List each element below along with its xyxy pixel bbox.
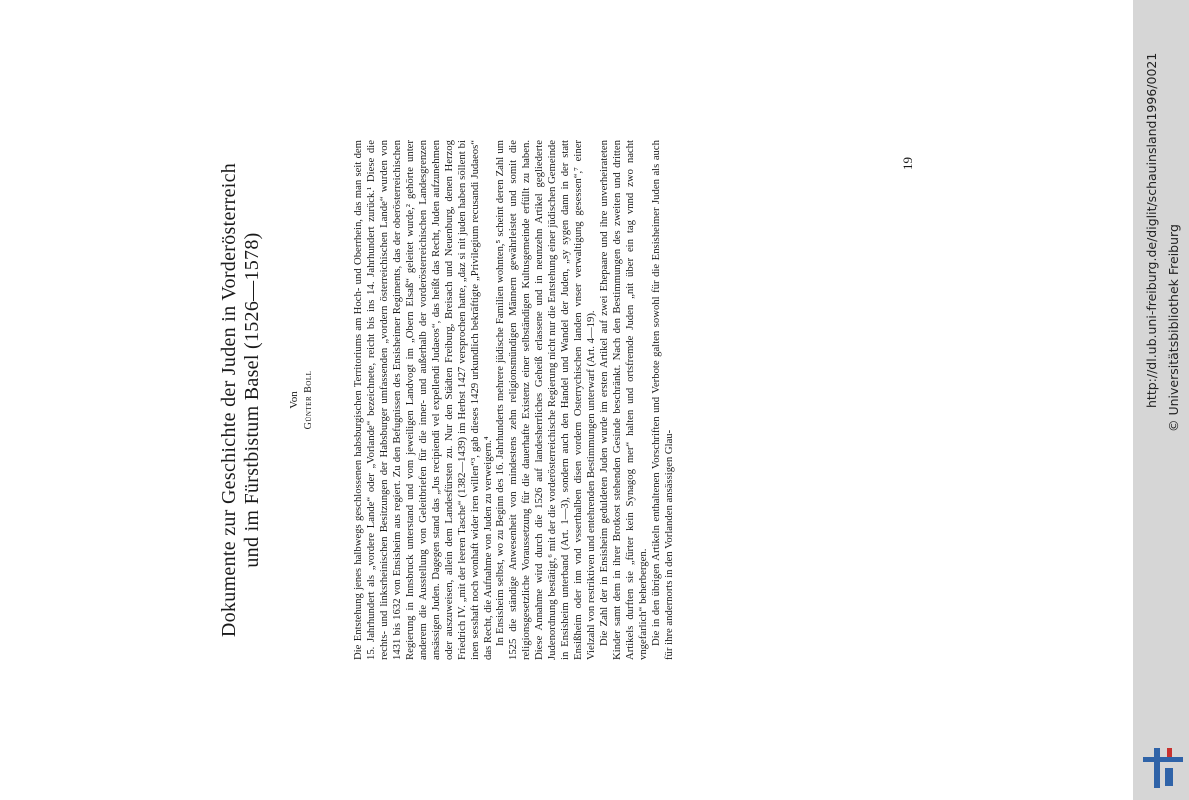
paragraph: Die in den übrigen Artikeln enthaltenen Vorschriften und Verbote galten sowohl für die Ensisheimer Juden als auch für ihre andernorts in den Vorlanden ansässigen Glau- xyxy=(649,140,675,660)
logo-red-bar xyxy=(1167,748,1172,757)
byline-von: Von xyxy=(288,391,300,409)
page-number: 19 xyxy=(900,157,915,170)
logo-blue-small-bar xyxy=(1165,768,1173,786)
author-name: Günter Boll xyxy=(303,370,314,430)
paragraph: Die Entstehung jenes halbwegs geschlossenen habsburgischen Territoriums am Hoch- und Oberrhein, das man seit dem 15. Jahrhundert als „vordere Lande“ oder „Vorlande“ bezeichnete, reicht bis ins 14. Jahrhundert zurück.¹ Diese die rechts- und linksrheinischen Besitzungen der Habsburger umfassenden „vordern österreichischen Lande“ wurden von 1431 bis 1632 von Ensisheim aus regiert. Zu den Befugnissen des Ensisheimer Regiments, das der oberösterreichischen Regierung in Innsbruck unterstand und vom jeweiligen Landvogt im „Obern Elsaß“ geleitet wurde,² gehörte unter anderem die Ausstellung von Geleitbriefen für die inner- und außerhalb der vorderösterreichischen Landesgrenzen ansässigen Juden. Dagegen stand das „Jus recipiendi vel expellendi Judaeos“, das heißt das Recht, Juden aufzunehmen oder auszuweisen, allein dem Landesfürsten zu. Nur den Städten Freiburg, Breisach und Neuenburg, denen Herzog Friedrich IV. „mit der leeren Tasche“ (1382—1439) im Herbst 1427 versprochen hatte, „daz si nit juden haben söllent bi inen sesshaft noch wonhaft wider iren willen“³, gab dieses 1429 urkundlich bekräftigte „Privilegium recusandi Judaeos“ das Recht, die Aufnahme von Juden zu verweigern.⁴ xyxy=(352,140,494,660)
article-title-line-1: Dokumente zur Geschichte der Juden in Vorderösterreich xyxy=(218,162,240,638)
article-body xyxy=(352,140,676,660)
article-title-line-2: und im Fürstbistum Basel (1526—1578) xyxy=(241,232,263,568)
paragraph: In Ensisheim selbst, wo zu Beginn des 16. Jahrhunderts mehrere jüdische Familien wohnten,⁵ scheint deren Zahl um 1525 die ständige Anwesenheit von mindestens zehn religionsmündigen Männern gewährleistet und somit die religionsgesetzliche Voraussetzung für die dauerhafte Existenz einer selbständigen Kultusgemeinde erfüllt zu haben. Diese Annahme wird durch die 1526 auf landesherrliches Geheiß erlassene und in neunzehn Artikel gegliederte Judenordnung bestätigt,⁶ mit der die vorderösterreichische Regierung nicht nur die Entstehung einer jüdischen Gemeinde in Ensisheim unterband (Art. 1—3), sondern auch den Handel und Wandel der Juden, „sy sygen dann in der statt Ensißheim oder inn vnd vsserthalben disen vordern Osterrychischen landen vnser verwaltigung gesessen“,⁷ einer Vielzahl von restriktiven und entehrenden Bestimmungen unterwarf (Art. 4—19). xyxy=(494,140,598,660)
article-heading xyxy=(218,0,314,800)
paragraph: Die Zahl der in Ensisheim geduldeten Juden wurde im ersten Artikel auf zwei Ehepaare und ihre unverheirateten Kinder samt dem in ihrer Brotkost stehenden Gesinde beschränkt. Nach den Bestimmungen des zweiten und dritten Artikels durften sie „fürter kein Synagog mer“ halten und ortsfremde Juden „nit über ein tag vnnd zwo nacht vngefarlich“ beherbergen. xyxy=(598,140,649,660)
copyright-notice: © Universitätsbibliothek Freiburg xyxy=(1166,224,1181,432)
logo-blue-horizontal-bar xyxy=(1143,757,1183,762)
ub-freiburg-logo-icon xyxy=(1141,746,1185,790)
logo-blue-vertical-bar xyxy=(1154,748,1160,788)
repository-url[interactable]: http://dl.ub.uni-freiburg.de/diglit/schauinsland1996/0021 xyxy=(1144,52,1159,408)
